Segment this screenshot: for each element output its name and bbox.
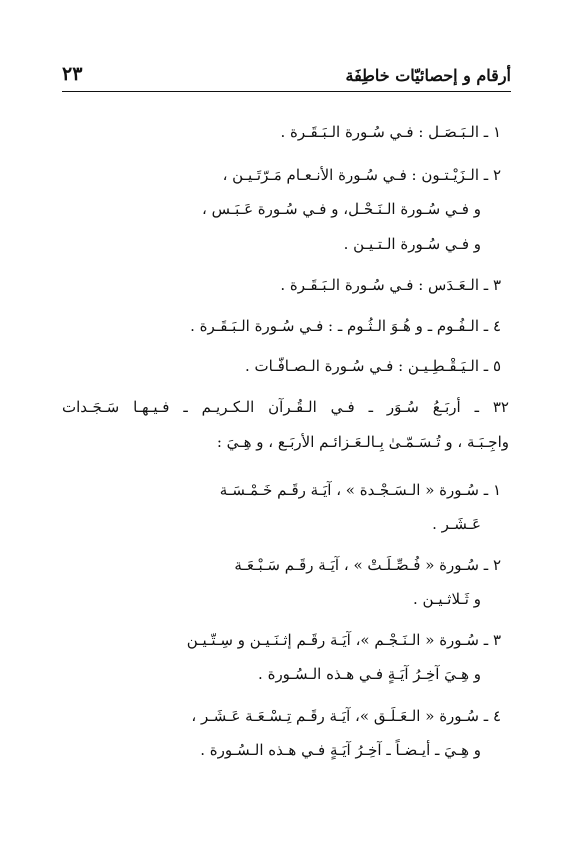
list-item: ٣ ـ الـعَـدَس : فـي سُـورة الـبَـقَـرة . bbox=[280, 276, 501, 294]
list-item: ٤ ـ الـفُـوم ـ و هُـوَ الـثُـوم ـ : فـي سُـورة الـبَـقَـرة . bbox=[190, 317, 501, 335]
list-item: ٢ ـ سُـورة « فُـصِّـلَـتْ » ، آيَـة رقَـم سَـبْـعَـة bbox=[234, 556, 501, 574]
list-item: ١ ـ الـبَـصَـل : فـي سُـورة الـبَـقَـرة . bbox=[280, 123, 501, 141]
page-header bbox=[62, 58, 511, 92]
list-item-continuation: و هِـيَ ـ أيـضـاً ـ آخِـرُ آيَـةٍ فـي هـذه الـسُـورة . bbox=[200, 741, 481, 759]
paragraph-line: واجِـبَـة ، و تُـسَـمّـىٰ بِـالـعَـزائـم الأربَـع ، و هِـيَ : bbox=[216, 433, 509, 451]
list-item-continuation: و ثَـلاثـيـن . bbox=[413, 590, 481, 608]
running-title: أرقام و إحصائيّات خاطِفَة bbox=[345, 66, 511, 85]
list-item: ١ ـ سُـورة « الـسَـجْـدة » ، آيَـة رقَـم خَـمْـسَـة bbox=[219, 481, 501, 499]
list-item: ٤ ـ سُـورة « الـعَـلَـق »، آيَـة رقَـم تِـسْـعَـة عَـشَـر ، bbox=[191, 707, 501, 725]
paragraph-line: ٣٢ ـ أربَـعُ سُـوَر ـ فـي الـقُـرآن الـكـريـم ـ فـيـهـا سَـجَـدات bbox=[62, 398, 509, 416]
list-item-continuation: عَـشَـر . bbox=[432, 515, 481, 533]
list-item: ٣ ـ سُـورة « الـنَـجْـم »، آيَـة رقَـم إثـنَـيـن و سِـتّـيـن bbox=[186, 631, 501, 649]
list-item-continuation: و فـي سُـورة الـنَـحْـل، و فـي سُـورة عَـبَـس ، bbox=[202, 200, 481, 218]
list-item: ٢ ـ الـزَيْـتـون : فـي سُـورة الأنـعـام مَـرّتَـيـن ، bbox=[222, 166, 501, 184]
list-item-continuation: و هِـيَ آخِـرُ آيَـةٍ فـي هـذه الـسُـورة . bbox=[258, 665, 481, 683]
page-number: ٢٣ bbox=[62, 63, 83, 85]
list-item: ٥ ـ الـيَـقْـطِـيـن : فـي سُـورة الـصـافّـات . bbox=[245, 357, 501, 375]
list-item-continuation: و فـي سُـورة الـتـيـن . bbox=[343, 235, 481, 253]
